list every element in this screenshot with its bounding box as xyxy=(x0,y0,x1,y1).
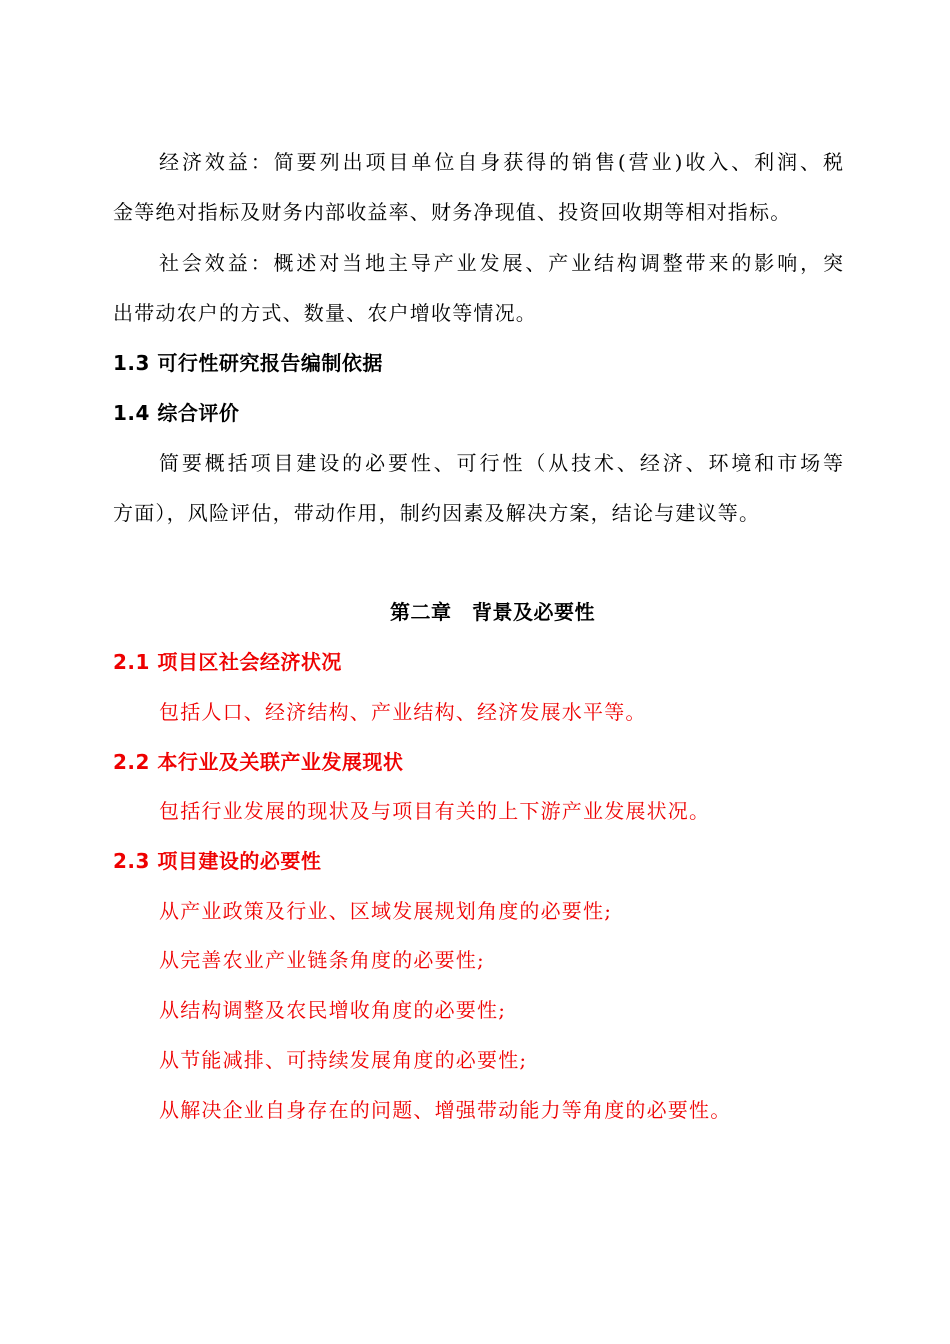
evaluation-line-1: 简要概括项目建设的必要性、可行性（从技术、经济、环境和市场等 xyxy=(159,451,843,475)
section-text-2-1: 包括人口、经济结构、产业结构、经济发展水平等。 xyxy=(159,700,647,724)
necessity-item: 从解决企业自身存在的问题、增强带动能力等角度的必要性。 xyxy=(159,1098,732,1122)
section-heading-2-3: 2.3 项目建设的必要性 xyxy=(113,849,322,873)
section-text-2-2: 包括行业发展的现状及与项目有关的上下游产业发展状况。 xyxy=(159,799,711,823)
necessity-item: 从结构调整及农民增收角度的必要性; xyxy=(159,998,507,1022)
necessity-item: 从产业政策及行业、区域发展规划角度的必要性; xyxy=(159,899,613,923)
necessity-item: 从节能减排、可持续发展角度的必要性; xyxy=(159,1048,528,1072)
economic-benefit-line-2: 金等绝对指标及财务内部收益率、财务净现值、投资回收期等相对指标。 xyxy=(113,200,792,224)
section-heading-2-2: 2.2 本行业及关联产业发展现状 xyxy=(113,750,404,774)
evaluation-line-2: 方面），风险评估，带动作用，制约因素及解决方案，结论与建议等。 xyxy=(113,501,761,525)
social-benefit-line-2: 出带动农户的方式、数量、农户增收等情况。 xyxy=(113,301,537,325)
economic-benefit-line-1: 经济效益：简要列出项目单位自身获得的销售(营业)收入、利润、税 xyxy=(159,150,843,174)
section-heading-2-1: 2.1 项目区社会经济状况 xyxy=(113,650,342,674)
social-benefit-line-1: 社会效益：概述对当地主导产业发展、产业结构调整带来的影响，突 xyxy=(159,251,843,275)
section-heading-1-3: 1.3 可行性研究报告编制依据 xyxy=(113,351,383,375)
chapter-title: 第二章 背景及必要性 xyxy=(390,600,595,624)
necessity-item: 从完善农业产业链条角度的必要性; xyxy=(159,948,485,972)
section-heading-1-4: 1.4 综合评价 xyxy=(113,401,240,425)
